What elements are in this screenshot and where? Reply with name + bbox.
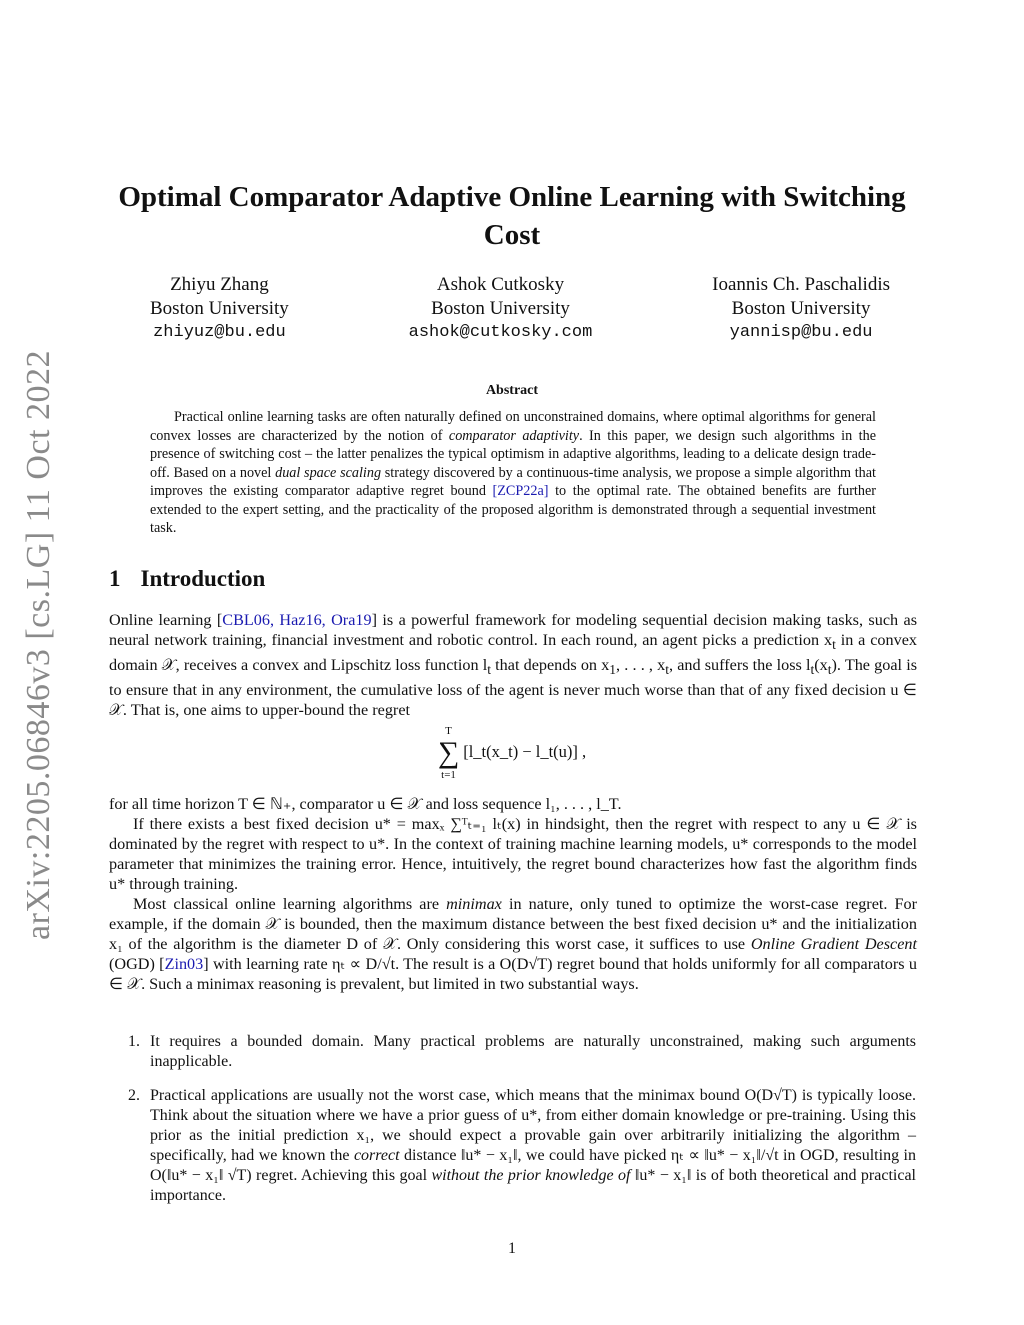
author-email[interactable]: zhiyuz@bu.edu xyxy=(153,323,286,342)
text: ] with learning rate ηₜ ∝ D/√t. The result is a O(D√T) regret bound that holds uniformly for all comparators u ∈ 𝒳. Such a minimax reasoning is prevalent, but limited in two substantial ways. xyxy=(109,955,917,993)
text: , . . . , x xyxy=(616,656,666,675)
sum-symbol: T ∑ t=1 xyxy=(437,725,460,781)
author-name: Zhiyu Zhang xyxy=(170,274,269,295)
citation-link[interactable]: [ZCP22a] xyxy=(492,483,549,499)
regret-equation xyxy=(0,724,1024,782)
sum-lower: t=1 xyxy=(441,769,456,781)
citation-link[interactable]: Zin03 xyxy=(164,955,204,973)
abstract-emphasis: dual space scaling xyxy=(275,464,382,481)
author-email[interactable]: yannisp@bu.edu xyxy=(729,323,873,342)
author-affiliation: Boston University xyxy=(150,298,289,319)
paragraph: for all time horizon T ∈ ℕ₊, comparator u ∈ 𝒳 and loss sequence l₁, . . . , l_T. xyxy=(109,795,622,813)
text: ] is a powerful framework for modeling sequential decision making tasks, such as neural network training, financial investment and robotic control. In each round, an agent picks a prediction x xyxy=(109,611,917,649)
text: Online learning [ xyxy=(109,611,223,629)
author-2 xyxy=(409,273,593,345)
equation-body: [l_t(x_t) − l_t(u)] , xyxy=(463,741,587,761)
emphasis: correct xyxy=(353,1147,400,1164)
text: in a convex domain 𝒳, receives a convex and Lipschitz loss function l xyxy=(109,631,917,675)
author-email[interactable]: ashok@cutkosky.com xyxy=(408,323,593,342)
abstract-heading: Abstract xyxy=(485,383,539,398)
text: that depends on x xyxy=(491,656,610,675)
citation-link[interactable]: CBL06, Haz16, Ora19 xyxy=(222,611,372,629)
abstract-text: strategy discovered by a continuous-time analysis, we propose a simple algorithm that improves the existing comparator adaptive regret bound xyxy=(150,464,877,499)
emphasis: minimax xyxy=(446,895,502,913)
section-heading xyxy=(109,566,265,592)
list-item xyxy=(128,1086,916,1206)
limitation-list xyxy=(128,1032,916,1206)
paragraph xyxy=(109,894,917,994)
author-1 xyxy=(150,273,289,345)
abstract-text: Practical online learning tasks are often naturally defined on unconstrained domains, where optimal algorithms for general convex losses are characterized by the notion of xyxy=(150,409,876,444)
author-block xyxy=(150,273,890,345)
emphasis: Online Gradient Descent xyxy=(750,935,917,953)
paragraph: If there exists a best fixed decision u* = maxₓ ∑ᵀₜ₌₁ lₜ(x) in hindsight, then the regret with respect to any u ∈ 𝒳 is dominated by the regret with respect to u*. In the context of training machine learning models, u* corresponds to the model parameter that minimizes the training error. Hence, intuitively, the regret bound characterizes how fast the algorithm finds u* through training. xyxy=(109,815,917,893)
author-name: Ashok Cutkosky xyxy=(436,274,565,295)
page-number: 1 xyxy=(508,1240,516,1257)
list-text: It requires a bounded domain. Many practical problems are naturally unconstrained, making such arguments inapplicable. xyxy=(150,1033,916,1070)
section-title: Introduction xyxy=(140,566,266,591)
list-number: 1. xyxy=(128,1033,140,1050)
text: (x xyxy=(814,656,828,675)
paper-title: Optimal Comparator Adaptive Online Learning with Switching Cost xyxy=(118,181,906,251)
text: Most classical online learning algorithms are xyxy=(133,895,447,913)
author-name: Ioannis Ch. Paschalidis xyxy=(712,274,890,295)
intro-paragraphs-2 xyxy=(109,794,917,994)
abstract-body xyxy=(150,408,876,538)
abstract-emphasis: comparator adaptivity xyxy=(448,427,580,444)
abstract-text: . In this paper, we design such algorithms in the presence of switching cost – the latter penalizes the typical optimism in adaptive algorithms, leading to a delicate design trade-off. Based on a novel xyxy=(150,427,876,481)
section-number: 1 xyxy=(109,566,121,591)
author-3 xyxy=(712,273,890,345)
list-text: ‖u* − x₁‖ is of both theoretical and practical importance. xyxy=(150,1167,916,1204)
list-number: 2. xyxy=(128,1087,140,1104)
text: in nature, only tuned to optimize the worst-case regret. For example, if the domain 𝒳 is bounded, then the maximum distance between the best fixed decision u* and the initialization x₁ of the algorithm is the diameter D of 𝒳. Only considering this worst case, it suffices to use xyxy=(109,895,917,953)
list-text: Practical applications are usually not the worst case, which means that the minimax bound O(D√T) is typically loose. Think about the situation where we have a prior guess of u*, from either domain knowledge or pre-training. Using this prior as the initial prediction x₁, we should expect a provable gain over arbitrarily initializing the algorithm – specifically, had we known the xyxy=(150,1087,916,1164)
abstract-text: to the optimal rate. The obtained benefits are further extended to the expert setting, and the practicality of the proposed algorithm is demonstrated through a sequential investment task. xyxy=(150,483,876,536)
author-affiliation: Boston University xyxy=(431,298,570,319)
text: (OGD) [ xyxy=(109,955,165,973)
text: , and suffers the loss l xyxy=(669,656,811,675)
emphasis: without the prior knowledge of xyxy=(431,1167,631,1184)
list-text: distance ‖u* − x₁‖, we could have picked ηₜ ∝ ‖u* − x₁‖/√t in OGD, resulting in O(‖u* − x₁‖ √T) regret. Achieving this goal xyxy=(150,1147,916,1184)
list-item xyxy=(128,1032,916,1072)
text: ). The goal is to ensure that in any environment, the cumulative loss of the agent is never much worse than that of any fixed decision u ∈ 𝒳. That is, one aims to upper-bound the regret xyxy=(109,656,918,720)
author-affiliation: Boston University xyxy=(731,298,871,319)
sum-upper: T xyxy=(445,725,452,737)
intro-paragraph-1: Online learning [CBL06, Haz16, Ora19] is a powerful framework for modeling sequential decision making tasks, such as neural network training, financial investment and robotic control. In each round, an agent picks a prediction $x_t$ in a convex domain 𝒳, receives a convex and Lipschitz loss function $l_t$ that depends on $x_1$, . . . , $x_t$, and suffers the loss $l_t(x_t)$. The goal is to ensure that in any environment, the cumulative loss of the agent is never much worse than that of any fixed decision u ∈ 𝒳. That is, one aims to upper-bound the regret xyxy=(109,611,918,720)
